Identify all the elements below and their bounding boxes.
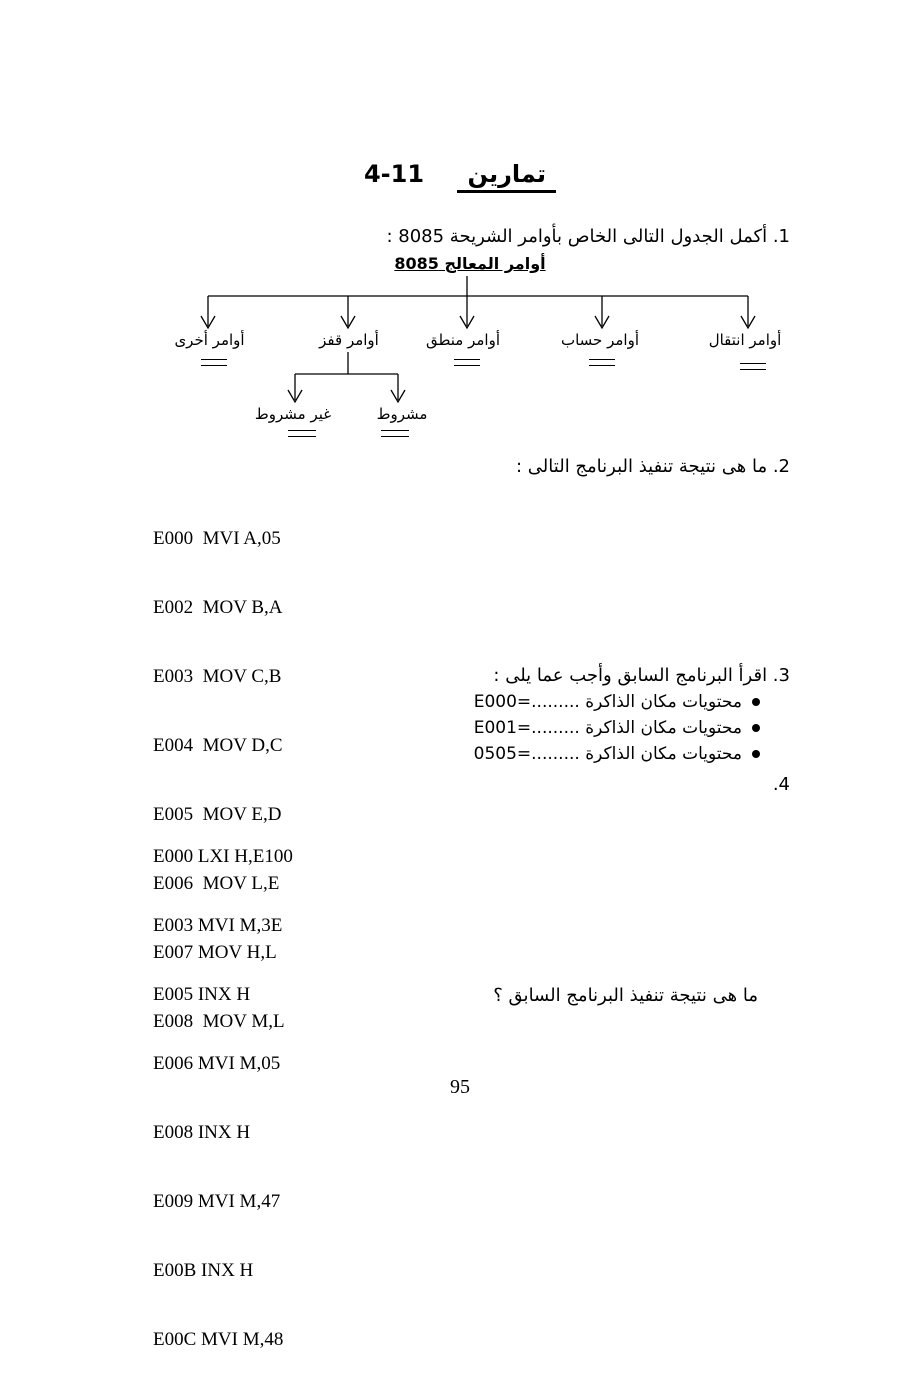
question-2: 2. ما هى نتيجة تنفيذ البرنامج التالى :: [516, 456, 790, 477]
title-word: تمارين: [457, 160, 556, 193]
bullet-icon: [752, 724, 760, 732]
code-line: E006 MVI M,05: [153, 1053, 281, 1074]
code-line: E008 MOV M,L: [153, 1011, 285, 1032]
question-1: 1. أكمل الجدول التالى الخاص بأوامر الشريحة 8085 :: [386, 226, 790, 247]
sub-arrow-1: [391, 374, 405, 402]
code-line: E008 INX H: [153, 1122, 251, 1143]
page-number: 95: [450, 1076, 470, 1098]
double-underline: [381, 430, 409, 437]
branch-label-transfer: أوامر انتقال: [708, 331, 782, 349]
double-underline: [288, 430, 316, 437]
branch-label-other: أوامر أخرى: [174, 331, 245, 349]
double-underline: [201, 359, 227, 366]
sub-label-unconditional: غير مشروط: [254, 405, 332, 423]
double-underline: [454, 359, 480, 366]
branch-arrow-4: [341, 296, 355, 328]
code-line: E009 MVI M,47: [153, 1191, 281, 1212]
code-line: E002 MOV B,A: [153, 597, 283, 618]
question-4-label: .4: [772, 774, 790, 795]
memory-contents-list: [474, 689, 760, 767]
double-underline: [740, 363, 766, 370]
code-line: E003 MVI M,3E: [153, 915, 283, 936]
list-item: محتويات مكان الذاكرة .........=0505: [474, 741, 760, 767]
branch-label-logic: أوامر منطق: [425, 331, 501, 349]
code-line: E007 MOV H,L: [153, 942, 277, 963]
branch-arrow-1: [741, 296, 755, 328]
bullet-icon: [752, 750, 760, 758]
question-4-text: ما هى نتيجة تنفيذ البرنامج السابق ؟: [493, 985, 758, 1006]
code-line: E004 MOV D,C: [153, 735, 283, 756]
code-line: E000 MVI A,05: [153, 528, 281, 549]
bullet-icon: [752, 698, 760, 706]
branch-arrow-3: [460, 296, 474, 328]
tree-root-label: أوامر المعالج 8085: [394, 254, 546, 273]
code-line: E00B INX H: [153, 1260, 254, 1281]
branch-label-jump: أوامر قفز: [319, 331, 379, 349]
code-line: E006 MOV L,E: [153, 873, 280, 894]
double-underline: [589, 359, 615, 366]
code-line: E00C MVI M,48: [153, 1329, 284, 1350]
code-line: E005 INX H: [153, 984, 251, 1005]
code-line: E005 MOV E,D: [153, 804, 282, 825]
sub-arrow-2: [288, 374, 302, 402]
branch-label-arithmetic: أوامر حساب: [560, 331, 639, 349]
sub-label-conditional: مشروط: [376, 405, 428, 423]
title-number: 4-11: [363, 160, 425, 188]
list-item: محتويات مكان الذاكرة .........=E001: [474, 715, 760, 741]
question-3: 3. اقرأ البرنامج السابق وأجب عما يلى :: [493, 665, 790, 686]
code-line: E000 LXI H,E100: [153, 846, 293, 867]
branch-arrow-5: [201, 296, 215, 328]
branch-arrow-2: [595, 296, 609, 328]
code-line: E003 MOV C,B: [153, 666, 282, 687]
instruction-tree-diagram: [0, 0, 920, 450]
list-item: محتويات مكان الذاكرة .........=E000: [474, 689, 760, 715]
